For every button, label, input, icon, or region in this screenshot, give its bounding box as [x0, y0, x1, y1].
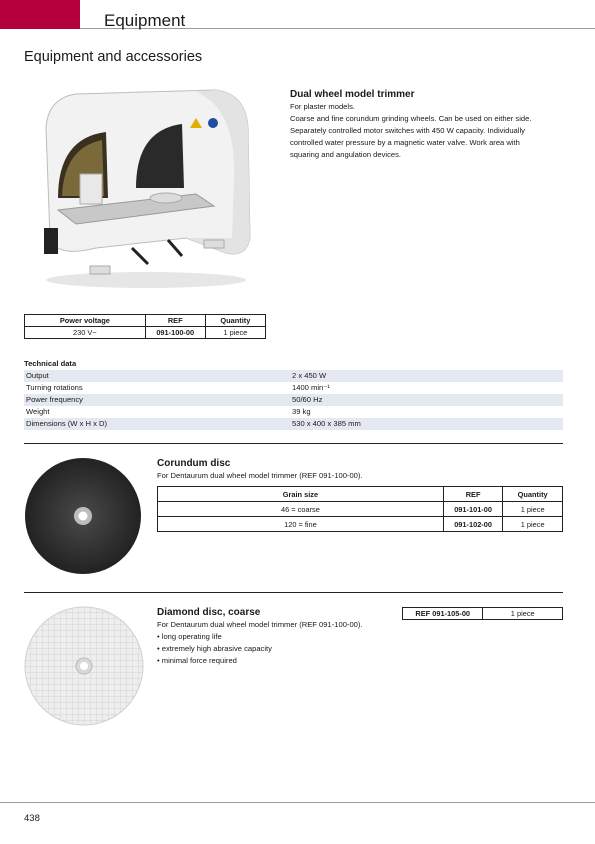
table-cell: 1 piece — [483, 608, 563, 620]
table-header: Quantity — [205, 315, 265, 327]
diamond-disc-image — [24, 606, 144, 726]
table-cell: 091-102-00 — [443, 517, 502, 532]
tech-row — [24, 370, 563, 382]
table-cell: REF 091-105-00 — [403, 608, 483, 620]
tech-value: 39 kg — [292, 407, 311, 416]
tech-value: 530 x 400 x 385 mm — [292, 419, 361, 428]
table-cell: 091-100-00 — [145, 327, 205, 339]
trimmer-order-table — [24, 314, 266, 339]
table-cell: 230 V~ — [25, 327, 146, 339]
tech-row — [24, 418, 563, 430]
diamond-order-table — [402, 607, 563, 620]
tech-row — [24, 394, 563, 406]
tech-row — [24, 382, 563, 394]
tech-label: Weight — [26, 407, 50, 416]
trimmer-line: Coarse and fine corundum grinding wheels. Can be used on either side. — [290, 114, 532, 123]
tech-label: Power frequency — [26, 395, 83, 404]
brand-color-bar — [0, 0, 80, 29]
diamond-description — [157, 619, 363, 667]
page-number: 438 — [24, 813, 40, 824]
diamond-bullet: • minimal force required — [157, 656, 237, 665]
trimmer-line: For plaster models. — [290, 102, 355, 111]
corundum-order-table — [157, 486, 563, 532]
trimmer-line: squaring and angulation devices. — [290, 150, 402, 159]
tech-label: Output — [26, 371, 49, 380]
diamond-title: Diamond disc, coarse — [157, 607, 261, 618]
footer-rule — [0, 802, 595, 803]
diamond-desc-line: For Dentaurum dual wheel model trimmer (REF 091-100-00). — [157, 620, 363, 629]
tech-label: Dimensions (W x H x D) — [26, 419, 108, 428]
corundum-disc-image — [24, 457, 142, 575]
table-header: REF — [145, 315, 205, 327]
trimmer-line: Separately controlled motor switches with 450 W capacity. Individually — [290, 126, 525, 135]
table-header: REF — [443, 487, 502, 502]
corundum-description: For Dentaurum dual wheel model trimmer (REF 091-100-00). — [157, 471, 363, 480]
technical-data-title: Technical data — [24, 359, 77, 368]
table-header: Quantity — [503, 487, 563, 502]
table-header: Power voltage — [25, 315, 146, 327]
table-cell: 120 = fine — [158, 517, 444, 532]
tech-value: 2 x 450 W — [292, 371, 327, 380]
tech-label: Turning rotations — [26, 383, 83, 392]
diamond-bullet: • extremely high abrasive capacity — [157, 644, 272, 653]
tech-row — [24, 406, 563, 418]
diamond-bullet: • long operating life — [157, 632, 222, 641]
section-divider — [24, 443, 563, 444]
table-cell: 46 = coarse — [158, 502, 444, 517]
trimmer-line: controlled water pressure by a magnetic water valve. Work area with — [290, 138, 520, 147]
table-cell: 091-101-00 — [443, 502, 502, 517]
model-trimmer-image — [36, 88, 254, 292]
tech-value: 50/60 Hz — [292, 395, 323, 404]
table-header: Grain size — [158, 487, 444, 502]
section-title: Equipment and accessories — [24, 49, 203, 65]
tech-value: 1400 min⁻¹ — [292, 383, 330, 392]
table-cell: 1 piece — [503, 517, 563, 532]
corundum-title: Corundum disc — [157, 458, 231, 469]
trimmer-description — [290, 101, 565, 161]
page-header-title: Equipment — [104, 11, 186, 30]
trimmer-title: Dual wheel model trimmer — [290, 89, 415, 100]
table-cell: 1 piece — [205, 327, 265, 339]
table-cell: 1 piece — [503, 502, 563, 517]
section-divider — [24, 592, 563, 593]
